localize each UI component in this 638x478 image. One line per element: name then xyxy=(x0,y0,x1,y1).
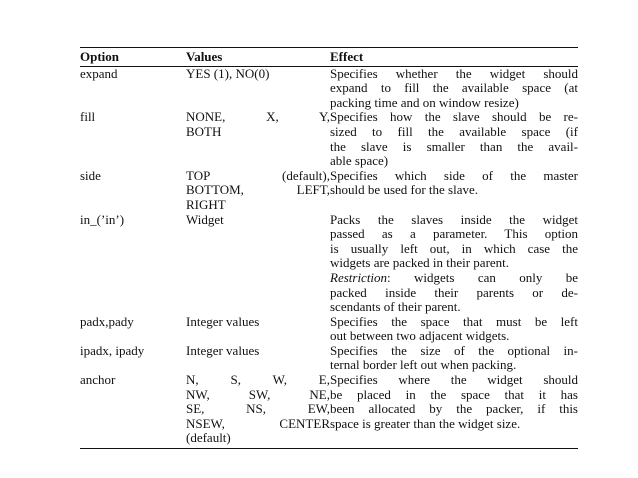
option-effect xyxy=(330,213,578,315)
option-effect xyxy=(330,169,578,198)
option-name: in_(’in’) xyxy=(80,211,125,227)
effect-line: out between two adjacent widgets. xyxy=(330,328,510,344)
effect-line: expand to fill the available space (at xyxy=(330,80,578,96)
effect-line: scendants of their parent. xyxy=(330,299,461,315)
effect-line: packed inside their parents or de- xyxy=(330,284,578,300)
table-row xyxy=(80,373,578,446)
values-line: RIGHT xyxy=(186,196,226,212)
option-values xyxy=(186,169,330,213)
restriction-line xyxy=(330,271,578,286)
table-row xyxy=(80,169,578,213)
effect-line: Specifies the space that must be left xyxy=(330,313,578,329)
values-line: SE, NS, EW, xyxy=(186,401,330,417)
option-values xyxy=(186,110,330,139)
header-effect: Effect xyxy=(330,49,364,64)
option-name: fill xyxy=(80,109,96,125)
option-name: ipadx, ipady xyxy=(80,342,145,358)
effect-line: able space) xyxy=(330,153,389,169)
table-row xyxy=(80,110,578,168)
restriction-text: : widgets can only be xyxy=(387,269,578,285)
effect-line: be placed in the space that it has xyxy=(330,386,578,402)
effect-line: Specifies how the slave should be re- xyxy=(330,109,578,125)
values-line: Widget xyxy=(186,211,224,227)
effect-line: ternal border left out when packing. xyxy=(330,357,517,373)
table-row xyxy=(80,67,578,111)
option-effect xyxy=(330,373,578,431)
values-line: BOTTOM, LEFT, xyxy=(186,182,330,198)
table-row xyxy=(80,344,578,373)
header-option: Option xyxy=(80,49,120,64)
effect-line: Specifies the size of the optional in- xyxy=(330,342,578,358)
effect-line: widgets are packed in their parent. xyxy=(330,255,510,271)
option-effect xyxy=(330,315,578,344)
effect-line: is usually left out, in which case the xyxy=(330,240,578,256)
option-values xyxy=(186,213,330,228)
effect-line: Packs the slaves inside the widget xyxy=(330,211,578,227)
values-line: Integer values xyxy=(186,342,260,358)
option-name: expand xyxy=(80,65,118,81)
restriction-label: Restriction xyxy=(330,269,388,285)
option-values xyxy=(186,67,330,82)
option-name: padx,pady xyxy=(80,313,134,329)
values-line: NONE, X, Y, xyxy=(186,109,330,125)
effect-line: Specifies which side of the master xyxy=(330,167,578,183)
table-row xyxy=(80,213,578,315)
option-name: anchor xyxy=(80,372,116,388)
option-values xyxy=(186,315,330,330)
effect-line: been allocated by the packer, if this xyxy=(330,401,578,417)
table-header-row xyxy=(80,48,578,66)
option-effect xyxy=(330,110,578,168)
option-effect xyxy=(330,344,578,373)
values-line: N, S, W, E, xyxy=(186,372,330,388)
effect-line: Specifies whether the widget should xyxy=(330,65,578,81)
options-table xyxy=(80,47,578,449)
table-bottom-rule xyxy=(80,448,578,449)
values-line: TOP (default), xyxy=(186,167,330,183)
header-values: Values xyxy=(186,49,223,64)
values-line: NSEW, CENTER xyxy=(186,415,330,431)
values-line: NW, SW, NE, xyxy=(186,386,330,402)
table-row xyxy=(80,315,578,344)
effect-line: the slave is smaller than the avail- xyxy=(330,138,578,154)
option-values xyxy=(186,373,330,446)
effect-line: sized to fill the available space (if xyxy=(330,123,578,139)
effect-line: should be used for the slave. xyxy=(330,182,479,198)
effect-line: Specifies where the widget should xyxy=(330,372,578,388)
values-line: BOTH xyxy=(186,123,222,139)
effect-line: space is greater than the widget size. xyxy=(330,415,521,431)
effect-line: passed as a parameter. This option xyxy=(330,226,578,242)
option-values xyxy=(186,344,330,359)
values-line: (default) xyxy=(186,430,231,446)
values-line: YES (1), NO(0) xyxy=(186,65,270,81)
effect-line: packing time and on window resize) xyxy=(330,94,519,110)
option-name: side xyxy=(80,167,101,183)
values-line: Integer values xyxy=(186,313,260,329)
option-effect xyxy=(330,67,578,111)
